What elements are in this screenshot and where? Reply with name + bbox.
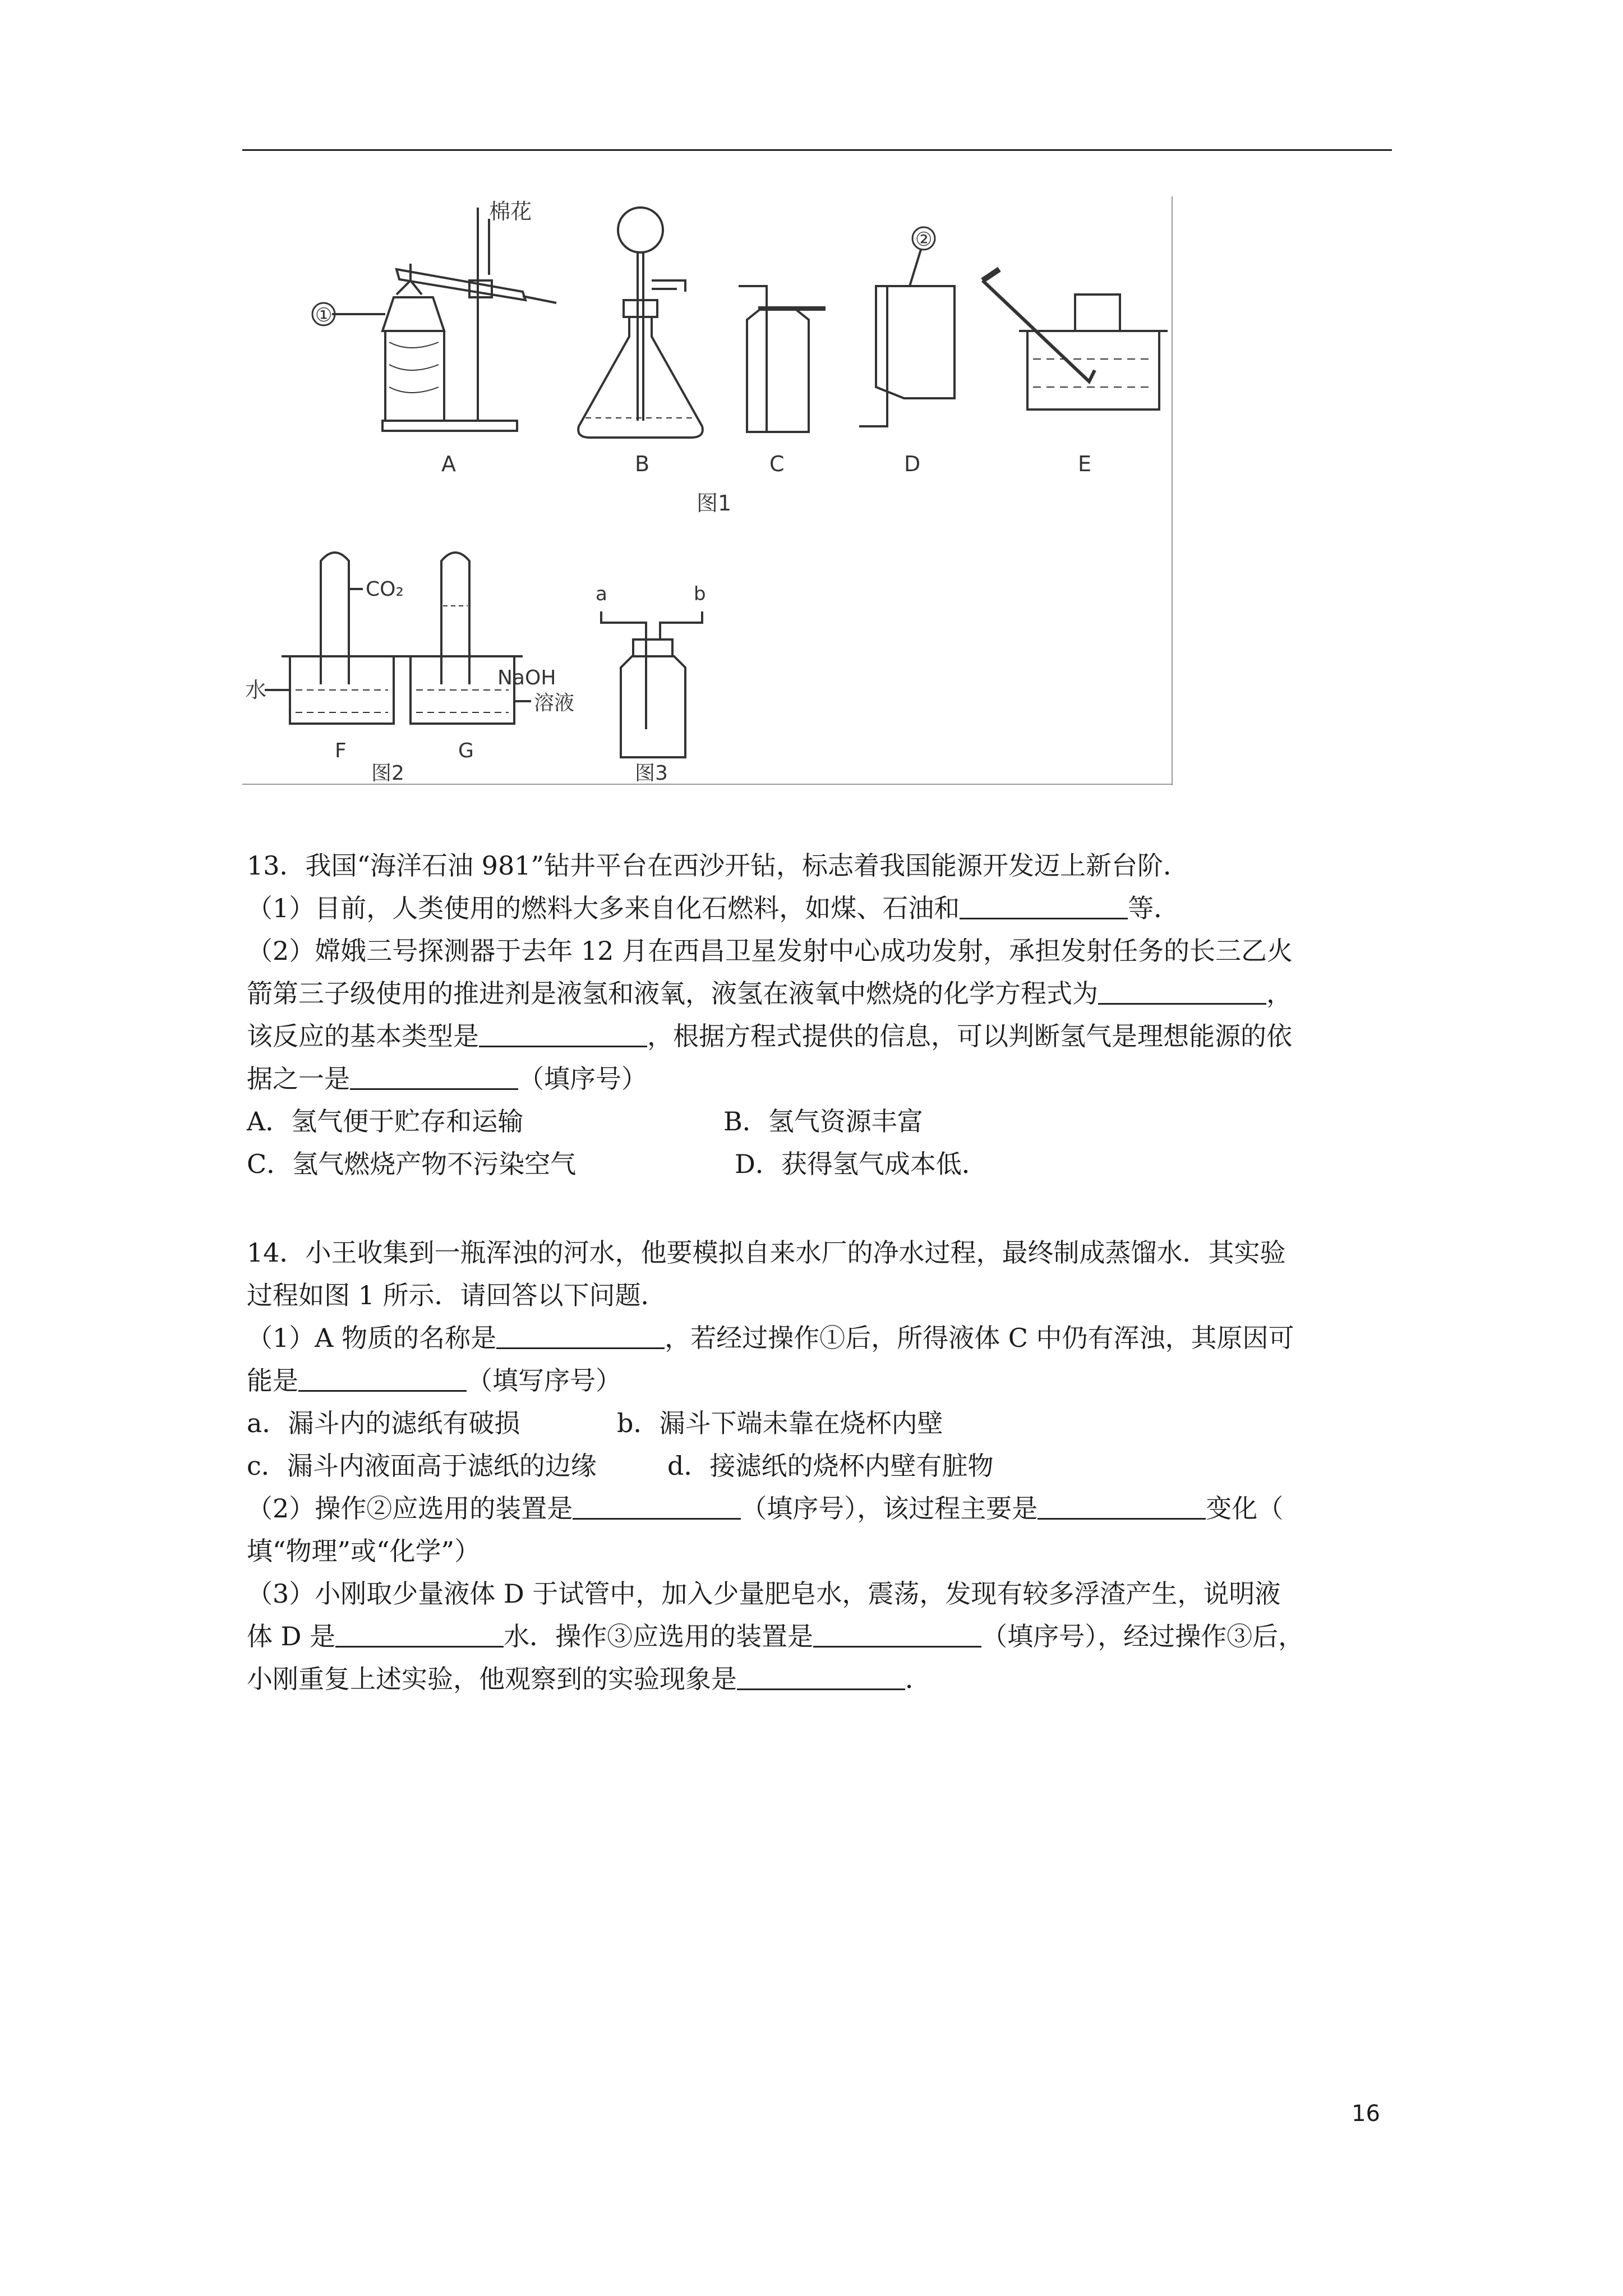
q13-p2-line1: （2）嫦娥三号探测器于去年 12 月在西昌卫星发射中心成功发射，承担发射任务的长三乙火: [247, 936, 1293, 966]
q13-p2-line3: 该反应的基本类型是: [247, 1021, 479, 1051]
q14-p3-line1: （3）小刚取少量液体 D 于试管中，加入少量肥皂水，震荡，发现有较多浮渣产生，说明液: [247, 1579, 1281, 1609]
q13-option-c: C．氢气燃烧产物不污染空气: [247, 1149, 577, 1179]
naoh-label-1: NaOH: [497, 666, 556, 689]
label-B: B: [635, 452, 650, 476]
header-rule: [242, 149, 1392, 151]
q14-p2-line2: 填“物理”或“化学”）: [247, 1536, 481, 1566]
q13-blank-1[interactable]: [960, 889, 1128, 919]
q14-p3-end: （填序号），经过操作③后，: [981, 1621, 1304, 1651]
apparatus-figure: [242, 196, 1173, 785]
q14-p3-text: 体 D 是: [247, 1621, 336, 1651]
apparatus-a: [312, 208, 556, 431]
q14-blank-3[interactable]: [573, 1489, 741, 1520]
apparatus-d: [859, 227, 955, 426]
apparatus-fig3: [601, 611, 702, 757]
q13-option-d: D．获得氢气成本低．: [735, 1149, 988, 1179]
fig1-label: 图1: [697, 491, 732, 516]
q13-p2-line4: 据之一是: [247, 1064, 350, 1094]
q14-option-d: d．接滤纸的烧杯内壁有脏物: [667, 1451, 994, 1481]
q13-p2-line2-end: ，: [1266, 978, 1292, 1009]
q14-blank-6[interactable]: [813, 1617, 981, 1648]
q14-line1: 14．小王收集到一瓶浑浊的河水，他要模拟自来水厂的净水过程，最终制成蒸馏水．其实验: [247, 1237, 1286, 1268]
apparatus-c: [739, 286, 826, 432]
page-number: 16: [1352, 2101, 1380, 2127]
q14-option-a: a．漏斗内的滤纸有破损: [247, 1408, 520, 1438]
label-b: b: [694, 583, 706, 605]
q14-blank-7[interactable]: [737, 1659, 905, 1690]
q13-p2-line2: 箭第三子级使用的推进剂是液氢和液氧，液氢在液氧中燃烧的化学方程式为: [247, 978, 1098, 1009]
fig2-label: 图2: [371, 762, 404, 785]
q13-blank-2[interactable]: [1098, 974, 1266, 1005]
q14-p2-mid: （填序号），该过程主要是: [741, 1493, 1038, 1524]
q13-p2-line3-end: ，根据方程式提供的信息，可以判断氢气是理想能源的依: [647, 1021, 1292, 1051]
q14-p3-final: ．: [905, 1664, 931, 1694]
q14-blank-4[interactable]: [1038, 1489, 1206, 1520]
question-14: [247, 1231, 1394, 1700]
water-label: 水: [245, 678, 267, 702]
label-D: D: [904, 452, 921, 476]
label-num2: ②: [915, 228, 933, 251]
question-13: [247, 844, 1394, 1185]
q14-blank-5[interactable]: [335, 1617, 504, 1648]
label-a: a: [596, 583, 607, 605]
label-C: C: [769, 452, 785, 476]
q13-p1-text: （1）目前，人类使用的燃料大多来自化石燃料，如煤、石油和: [247, 893, 960, 923]
label-E: E: [1078, 452, 1092, 476]
q14-p1-end: （填写序号）: [467, 1365, 621, 1396]
q14-p1-text2: 能是: [247, 1365, 298, 1396]
cotton-label: 棉花: [489, 199, 532, 224]
label-G: G: [458, 739, 474, 762]
q14-blank-2[interactable]: [298, 1361, 467, 1392]
q14-p2-text: （2）操作②应选用的装置是: [247, 1493, 573, 1524]
q13-p2-line4-end: （填序号）: [518, 1064, 647, 1094]
apparatus-e: [983, 269, 1168, 409]
q13-blank-3[interactable]: [479, 1016, 647, 1047]
q14-blank-1[interactable]: [496, 1318, 665, 1349]
q13-stem: 13．我国“海洋石油 981”钻井平台在西沙开钻，标志着我国能源开发迈上新台阶．: [247, 850, 1189, 881]
q13-blank-4[interactable]: [350, 1059, 518, 1090]
q14-p3-mid: 水．操作③应选用的装置是: [504, 1621, 814, 1651]
q14-p1-cont: ，若经过操作①后，所得液体 C 中仍有浑浊，其原因可: [665, 1323, 1294, 1353]
co2-label: CO₂: [366, 578, 404, 601]
label-A: A: [441, 452, 456, 476]
fig3-label: 图3: [635, 762, 668, 785]
label-F: F: [335, 739, 347, 762]
q14-p2-end: 变化（: [1206, 1493, 1284, 1524]
naoh-label-2: 溶液: [534, 692, 575, 715]
q14-p1-text: （1）A 物质的名称是: [247, 1323, 497, 1353]
q13-option-a: A．氢气便于贮存和运输: [247, 1106, 524, 1137]
q14-line2: 过程如图 1 所示．请回答以下问题．: [247, 1280, 667, 1310]
apparatus-b: [578, 208, 703, 438]
q14-option-c: c．漏斗内液面高于滤纸的边缘: [247, 1451, 597, 1481]
q13-option-b: B．氢气资源丰富: [723, 1106, 923, 1137]
q14-option-b: b．漏斗下端未靠在烧杯内壁: [617, 1408, 943, 1438]
q13-p1-end: 等．: [1128, 893, 1180, 923]
label-num1: ①: [315, 304, 333, 326]
q14-p3-text2: 小刚重复上述实验，他观察到的实验现象是: [247, 1664, 737, 1694]
